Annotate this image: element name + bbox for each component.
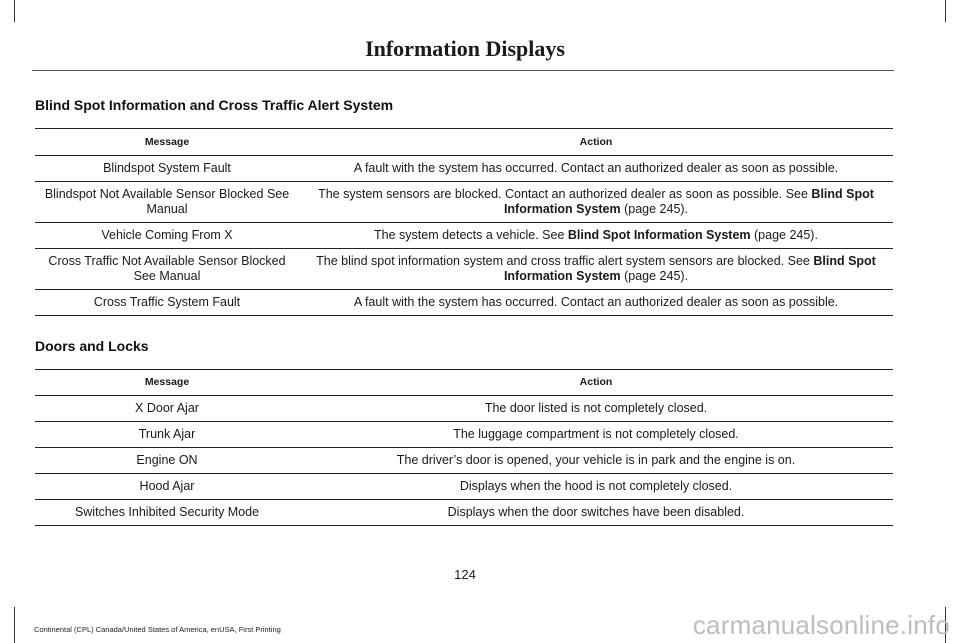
column-header-message: Message: [144, 376, 190, 388]
page-header-title: Information Displays: [365, 36, 565, 61]
message-cell: Switches Inhibited Security Mode: [74, 505, 260, 519]
section-heading-blind-spot: Blind Spot Information and Cross Traffic Alert System: [35, 97, 394, 113]
table-row: [35, 156, 893, 182]
table-row: [35, 182, 893, 223]
section-heading-doors-locks: Doors and Locks: [35, 338, 149, 354]
page-number: 124: [454, 567, 476, 582]
table-row: [35, 249, 893, 290]
message-cell: Trunk Ajar: [138, 427, 196, 441]
table-row: [35, 500, 893, 526]
cross-reference-link[interactable]: Blind Spot Information System: [503, 187, 874, 216]
action-cell: The driver’s door is opened, your vehicle is in park and the engine is on.: [396, 453, 796, 467]
action-cell: The system detects a vehicle. See Blind Spot Information System (page 245).: [374, 228, 818, 242]
blind-spot-table: [35, 128, 893, 316]
table-row: [35, 474, 893, 500]
message-cell: Hood Ajar: [139, 479, 195, 493]
action-cell: Displays when the door switches have been disabled.: [447, 505, 745, 519]
watermark-logo: carmanualsonline.info: [692, 610, 950, 640]
table-row: [35, 223, 893, 249]
cross-reference-link[interactable]: Blind Spot Information System: [567, 228, 751, 242]
action-cell: The blind spot information system and cross traffic alert system sensors are blocked. See Blind Spot Information System (page 245).: [316, 254, 876, 283]
message-cell: X Door Ajar: [135, 401, 199, 415]
message-cell: Blindspot Not Available Sensor Blocked See Manual: [44, 187, 290, 216]
crop-mark-top-left-v: [14, 0, 15, 22]
doors-locks-table: [35, 369, 893, 526]
message-cell: Blindspot System Fault: [103, 161, 231, 175]
action-cell: The door listed is not completely closed.: [484, 401, 708, 415]
table-header-row: [35, 370, 893, 396]
action-cell: Displays when the hood is not completely closed.: [459, 479, 733, 493]
table-header-row: [35, 129, 893, 156]
table-row: [35, 290, 893, 316]
header-divider: [32, 70, 894, 71]
action-cell: The system sensors are blocked. Contact an authorized dealer as soon as possible. See Blind Spot Information System (page 245).: [318, 187, 874, 216]
table-row: [35, 448, 893, 474]
table-row: [35, 422, 893, 448]
action-cell: A fault with the system has occurred. Contact an authorized dealer as soon as possible.: [353, 295, 839, 309]
cross-reference-link[interactable]: Blind Spot Information System: [503, 254, 876, 283]
message-cell: Cross Traffic Not Available Sensor Blocked See Manual: [48, 254, 286, 283]
crop-mark-bottom-left-v: [14, 607, 15, 643]
table-row: [35, 396, 893, 422]
column-header-message: Message: [144, 135, 190, 148]
message-cell: Vehicle Coming From X: [101, 228, 233, 242]
crop-mark-top-right-v: [945, 0, 946, 22]
action-cell: The luggage compartment is not completely closed.: [453, 427, 739, 441]
footer-text: Continental (CPL) Canada/United States of America, enUSA, First Printing: [34, 625, 281, 634]
action-cell: A fault with the system has occurred. Contact an authorized dealer as soon as possible.: [353, 161, 839, 175]
message-cell: Engine ON: [136, 453, 198, 467]
column-header-action: Action: [579, 376, 613, 388]
message-cell: Cross Traffic System Fault: [93, 295, 241, 309]
column-header-action: Action: [579, 135, 613, 148]
